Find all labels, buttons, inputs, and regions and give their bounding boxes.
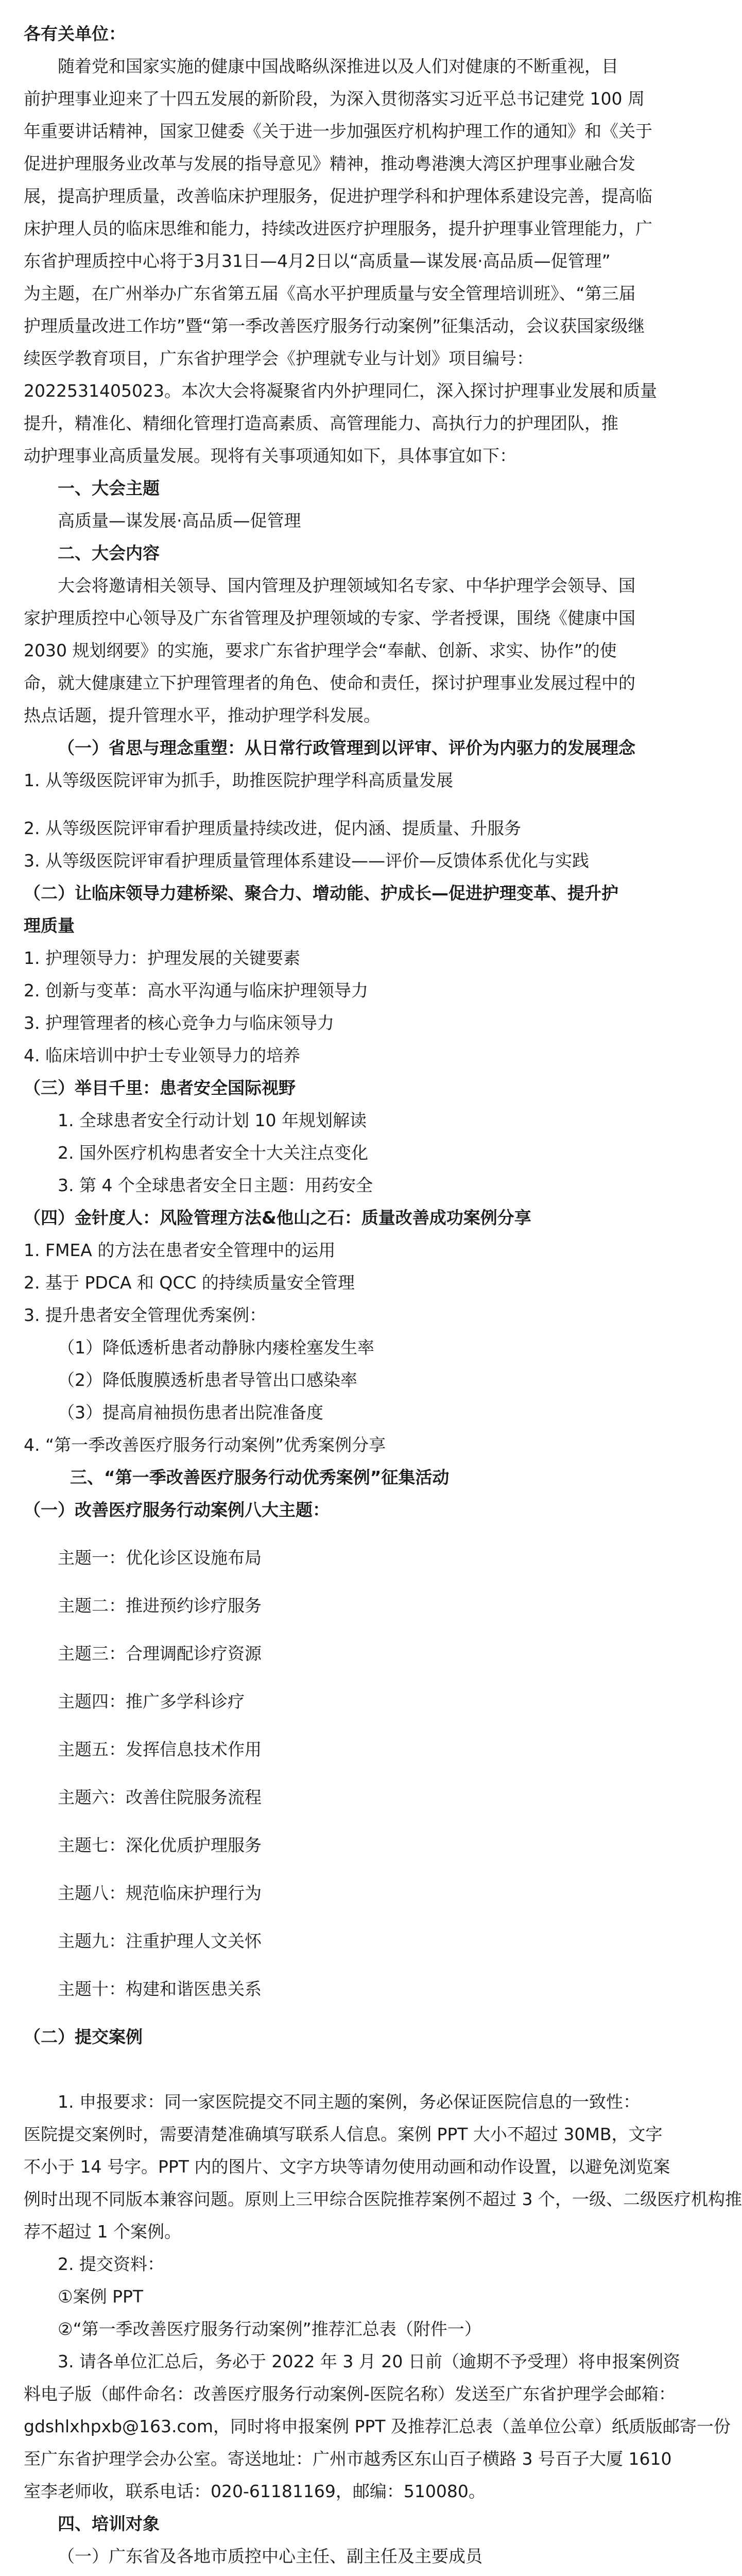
topic-item: 主题十：构建和谐医患关系 [58,1979,262,1999]
list-item: 2. 从等级医院评审看护理质量持续改进，促内涵、提质量、升服务 [24,818,521,838]
subsection-heading-cont: 理质量 [24,916,75,936]
content-line: 3. 请各单位汇总后，务必于 2022 年 3 月 20 日前（逾期不予受理）将申报案例资 [58,2351,680,2371]
topic-item: 主题三：合理调配诊疗资源 [58,1643,262,1664]
subsection-heading: （二）提交案例 [24,2027,143,2047]
list-subitem: （1）降低透析患者动静脉内瘘栓塞发生率 [58,1337,374,1358]
content-line: 不小于 14 号字。PPT 内的图片、文字方块等请勿使用动画和动作设置，以避免浏览案 [24,2157,670,2177]
list-item: 1. FMEA 的方法在患者安全管理中的运用 [24,1240,336,1260]
list-item: 3. 第 4 个全球患者安全日主题：用药安全 [58,1175,373,1195]
intro-line: 前护理事业迎来了十四五发展的新阶段，为深入贯彻落实习近平总书记建党 100 周 [24,89,645,109]
audience-item [24,2572,611,2576]
content-line: 2030 规划纲要》的实施，要求广东省护理学会“奉献、创新、求实、协作”的使 [24,640,617,660]
intro-line: 床护理人员的临床思维和能力，持续改进医疗护理服务，提升护理事业管理能力，广 [24,218,652,239]
section-heading: 四、培训对象 [58,2514,160,2534]
content-line: gdshlxhpxb@163.com，同时将申报案例 PPT 及推荐汇总表（盖单位公章）纸质版邮寄一份 [24,2416,731,2436]
topic-item: 主题六：改善住院服务流程 [58,1787,262,1807]
subsection-heading: （三）举目千里：患者安全国际视野 [24,1078,296,1098]
content-line: 医院提交案例时，需要清楚准确填写联系人信息。案例 PPT 大小不超过 30MB，文字 [24,2124,663,2144]
intro-line: 展，提高护理质量，改善临床护理服务，促进护理学科和护理体系建设完善，提高临 [24,186,652,206]
list-item: 3. 提升患者安全管理优秀案例： [24,1305,266,1325]
intro-line: 年重要讲话精神，国家卫健委《关于进一步加强医疗机构护理工作的通知》和《关于 [24,121,652,141]
audience-item: （一）广东省及各地市质控中心主任、副主任及主要成员 [58,2546,482,2566]
intro-line: 随着党和国家实施的健康中国战略纵深推进以及人们对健康的不断重视，目 [58,56,618,76]
list-item: 1. 从等级医院评审为抓手，助推医院护理学科高质量发展 [24,770,453,790]
topic-item: 主题二：推进预约诊疗服务 [58,1596,262,1616]
content-line: 家护理质控中心领导及广东省管理及护理领域的专家、学者授课，围绕《健康中国 [24,608,635,628]
topic-item: 主题一：优化诊区设施布局 [58,1548,262,1568]
content-line: 热点话题，提升管理水平，推动护理学科发展。 [24,705,381,725]
intro-line: 2022531405023。本次大会将凝聚省内外护理同仁，深入探讨护理事业发展和质量 [24,381,657,401]
topic-item: 主题四：推广多学科诊疗 [58,1691,245,1711]
subsection-heading: （一）改善医疗服务行动案例八大主题： [24,1500,330,1520]
content-line: 例时出现不同版本兼容问题。原则上三甲综合医院推荐案例不超过 3 个，一级、二级医疗机构推 [24,2189,742,2209]
content-line: 大会将邀请相关领导、国内管理及护理领域知名专家、中华护理学会领导、国 [58,575,635,596]
section-heading: 三、“第一季改善医疗服务行动优秀案例”征集活动 [70,1467,450,1487]
list-item: 3. 从等级医院评审看护理质量管理体系建设——评价—反馈体系优化与实践 [24,851,589,871]
content-line: 室李老师收，联系电话：020-61181169，邮编：510080。 [24,2481,486,2501]
topic-item: 主题八：规范临床护理行为 [58,1883,262,1903]
list-item: 2. 国外医疗机构患者安全十大关注点变化 [58,1143,368,1163]
content-line: 命，就大健康建立下护理管理者的角色、使命和责任，探讨护理事业发展过程中的 [24,673,635,693]
content-line: 1. 申报要求：同一家医院提交不同主题的案例，务必保证医院信息的一致性： [58,2092,640,2112]
content-line: 料电子版（邮件命名：改善医疗服务行动案例-医院名称）发送至广东省护理学会邮箱： [24,2384,676,2404]
topic-item: 主题五：发挥信息技术作用 [58,1739,262,1759]
list-item: 2. 基于 PDCA 和 QCC 的持续质量安全管理 [24,1273,355,1293]
theme-text: 高质量—谋发展·高品质—促管理 [58,511,301,531]
list-item: 1. 全球患者安全行动计划 10 年规划解读 [58,1110,367,1130]
section-heading: 一、大会主题 [58,478,160,498]
list-item: 2. 创新与变革：高水平沟通与临床护理领导力 [24,980,368,1001]
greeting: 各有关单位： [24,24,126,44]
intro-line: 护理质量改进工作坊”暨“第一季改善医疗服务行动案例”征集活动，会议获国家级继 [24,316,645,336]
topic-item: 主题七：深化优质护理服务 [58,1835,262,1855]
list-subitem: （2）降低腹膜透析患者导管出口感染率 [58,1370,357,1390]
section-heading: 二、大会内容 [58,543,160,563]
intro-paragraph [24,50,657,472]
content-line: 2. 提交资料： [58,2254,164,2274]
list-item: ①案例 PPT [58,2286,144,2307]
intro-line: 为主题，在广州举办广东省第五届《高水平护理质量与安全管理培训班》、“第三届 [24,283,636,303]
content-line: 荐不超过 1 个案例。 [24,2222,181,2242]
subsection-heading: （四）金针度人：风险管理方法&他山之石：质量改善成功案例分享 [24,1208,531,1228]
topic-item: 主题九：注重护理人文关怀 [58,1931,262,1951]
intro-line: 动护理事业高质量发展。现将有关事项通知如下，具体事宜如下： [24,446,516,466]
list-item: 4. 临床培训中护士专业领导力的培养 [24,1045,300,1065]
intro-line: 提升，精准化、精细化管理打造高素质、高管理能力、高执行力的护理团队，推 [24,413,618,433]
intro-line: 续医学教育项目，广东省护理学会《护理就专业与计划》项目编号： [24,348,533,368]
subsection-heading: （二）让临床领导力建桥梁、聚合力、增动能、护成长—促进护理变革、提升护 [24,883,618,903]
list-item: ②“第一季改善医疗服务行动案例”推荐汇总表（附件一） [58,2319,481,2339]
list-item: 3. 护理管理者的核心竞争力与临床领导力 [24,1013,334,1033]
content-line: 至广东省护理学会办公室。寄送地址：广州市越秀区东山百子横路 3 号百子大厦 1610 [24,2449,672,2469]
intro-line: 促进护理服务业改革与发展的指导意见》精神，推动粤港澳大湾区护理事业融合发 [24,154,635,174]
subsection-heading: （一）省思与理念重塑：从日常行政管理到以评审、评价为内驱力的发展理念 [58,738,635,758]
intro-line: 东省护理质控中心将于3月31日—4月2日以“高质量—谋发展·高品质—促管理” [24,251,611,271]
list-item: 4. “第一季改善医疗服务行动案例”优秀案例分享 [24,1435,386,1455]
list-item: 1. 护理领导力：护理发展的关键要素 [24,948,300,968]
list-subitem: （3）提高肩袖损伤患者出院准备度 [58,1402,323,1422]
